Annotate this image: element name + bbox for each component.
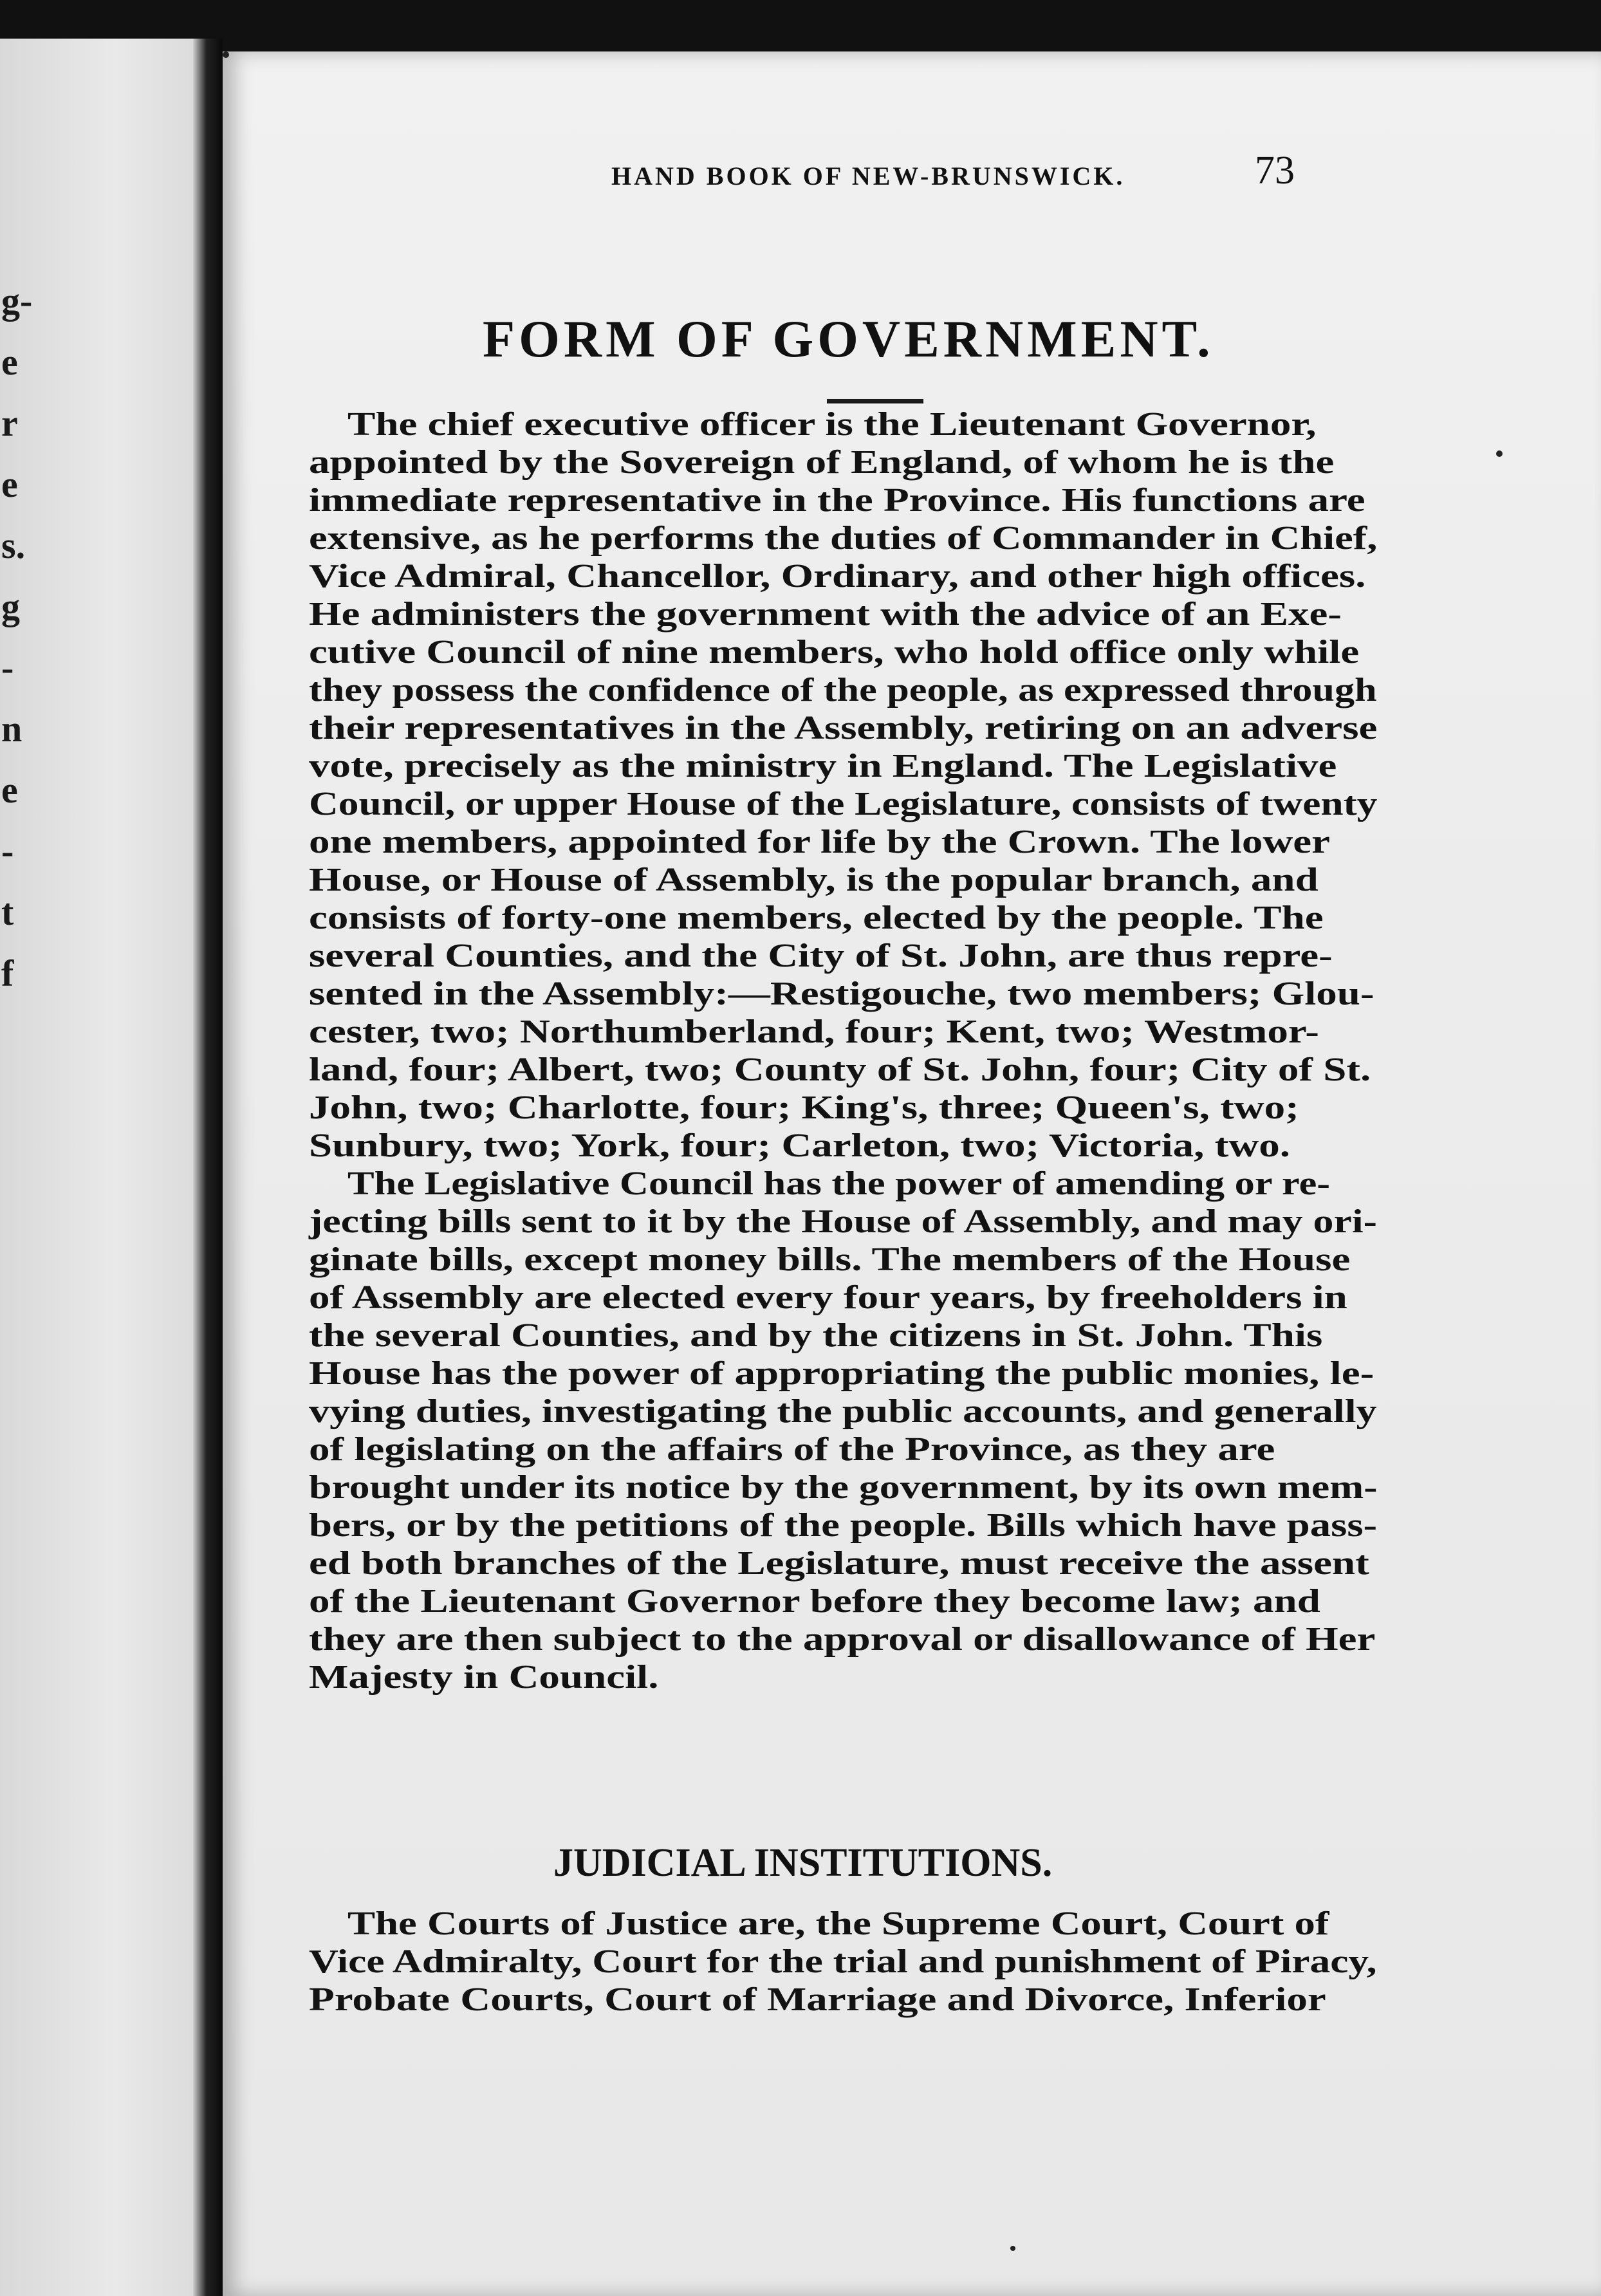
- text-line: immediate representative in the Province. His functions are: [309, 482, 1365, 519]
- previous-page-fragment: [0, 39, 193, 2296]
- running-head: [393, 148, 1293, 206]
- edge-char: n: [1, 708, 23, 750]
- ink-speck: [1496, 450, 1503, 457]
- edge-char: g-: [1, 280, 33, 322]
- text-line: The Legislative Council has the power of amending or re-: [347, 1165, 1331, 1202]
- text-line: vying duties, investigating the public accounts, and generally: [309, 1393, 1377, 1430]
- book-gutter: [193, 39, 223, 2296]
- text-line: He administers the government with the advice of an Exe-: [309, 596, 1342, 633]
- text-line: of the Lieutenant Governor before they become law; and: [309, 1583, 1320, 1620]
- subsection-body: [309, 1905, 1377, 2019]
- edge-char: t: [1, 891, 14, 933]
- edge-char: e: [1, 341, 18, 383]
- text-line: consists of forty-one members, elected by the people. The: [309, 900, 1324, 936]
- text-line: their representatives in the Assembly, retiring on an adverse: [309, 710, 1378, 746]
- edge-char: e: [1, 769, 18, 811]
- text-line: they possess the confidence of the people, as expressed through: [309, 672, 1377, 708]
- text-line: The chief executive officer is the Lieutenant Governor,: [347, 406, 1317, 443]
- edge-char: e: [1, 463, 18, 505]
- ink-speck: [223, 51, 229, 58]
- page-number: 73: [1255, 149, 1295, 192]
- text-line: of Assembly are elected every four years, by freeholders in: [309, 1279, 1347, 1316]
- text-line: House, or House of Assembly, is the popular branch, and: [309, 862, 1319, 898]
- text-line: Sunbury, two; York, four; Carleton, two; Victoria, two.: [309, 1127, 1290, 1164]
- subsection-title: JUDICIAL INSTITUTIONS.: [553, 1841, 1053, 1885]
- text-line: land, four; Albert, two; County of St. John, four; City of St.: [309, 1051, 1371, 1088]
- text-line: extensive, as he performs the duties of Commander in Chief,: [309, 520, 1378, 557]
- text-line: House has the power of appropriating the public monies, le-: [309, 1355, 1374, 1392]
- text-line: Vice Admiralty, Court for the trial and punishment of Piracy,: [309, 1943, 1377, 1980]
- text-line: Council, or upper House of the Legislature, consists of twenty: [309, 786, 1378, 822]
- text-line: the several Counties, and by the citizens in St. John. This: [309, 1317, 1323, 1354]
- text-line: Majesty in Council.: [309, 1659, 659, 1696]
- text-line: bers, or by the petitions of the people. Bills which have pass-: [309, 1507, 1378, 1544]
- text-line: John, two; Charlotte, four; King's, three; Queen's, two;: [309, 1089, 1299, 1126]
- text-line: Probate Courts, Court of Marriage and Divorce, Inferior: [309, 1981, 1326, 2018]
- text-line: of legislating on the affairs of the Province, as they are: [309, 1431, 1275, 1468]
- edge-char: -: [1, 647, 14, 689]
- text-line: they are then subject to the approval or disallowance of Her: [309, 1621, 1376, 1658]
- text-line: several Counties, and the City of St. John, are thus repre-: [309, 938, 1333, 974]
- edge-char: g: [1, 586, 20, 627]
- text-line: one members, appointed for life by the Crown. The lower: [309, 824, 1331, 860]
- text-line: ginate bills, except money bills. The members of the House: [309, 1241, 1351, 1278]
- running-title: HAND BOOK OF NEW-BRUNSWICK.: [611, 162, 1125, 190]
- section-body: [309, 405, 1377, 1696]
- text-line: cester, two; Northumberland, four; Kent, two; Westmor-: [309, 1014, 1319, 1050]
- text-line: jecting bills sent to it by the House of Assembly, and may ori-: [309, 1203, 1377, 1240]
- text-line: appointed by the Sovereign of England, of whom he is the: [309, 444, 1335, 481]
- text-line: The Courts of Justice are, the Supreme Court, Court of: [347, 1905, 1329, 1942]
- title-rule: [827, 399, 923, 403]
- text-line: cutive Council of nine members, who hold office only while: [309, 634, 1360, 671]
- edge-char: r: [1, 402, 18, 444]
- text-line: vote, precisely as the ministry in England. The Legislative: [309, 748, 1337, 784]
- text-line: Vice Admiral, Chancellor, Ordinary, and other high offices.: [309, 558, 1366, 595]
- edge-char: f: [1, 952, 14, 994]
- previous-page-edge-text: [1, 270, 33, 1004]
- text-line: sented in the Assembly:—Restigouche, two members; Glou-: [309, 976, 1374, 1012]
- edge-char: -: [1, 830, 14, 872]
- edge-char: s.: [1, 524, 26, 566]
- section-title: FORM OF GOVERNMENT.: [483, 310, 1214, 368]
- ink-speck: [1010, 2246, 1015, 2251]
- text-line: brought under its notice by the government, by its own mem-: [309, 1469, 1378, 1506]
- text-line: ed both branches of the Legislature, must receive the assent: [309, 1545, 1369, 1582]
